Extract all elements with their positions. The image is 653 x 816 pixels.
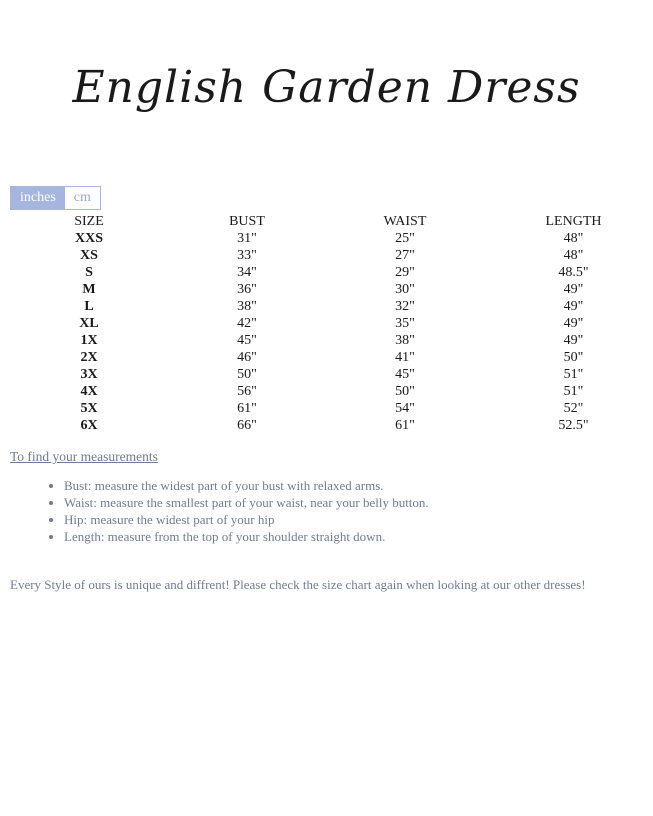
bust-cell: 50" bbox=[237, 367, 257, 382]
bust-cell: 42" bbox=[237, 316, 257, 331]
waist-cell: 35" bbox=[395, 316, 415, 331]
header-waist: WAIST bbox=[383, 213, 427, 229]
bust-cell: 56" bbox=[237, 384, 257, 399]
size-cell: 3X bbox=[80, 367, 98, 382]
size-cell: 2X bbox=[80, 350, 98, 365]
bust-cell: 61" bbox=[237, 401, 257, 416]
length-cell: 48" bbox=[563, 248, 584, 263]
unit-toggle bbox=[10, 186, 101, 210]
table-row bbox=[0, 315, 653, 332]
length-cell: 51" bbox=[563, 384, 584, 399]
page-title: English Garden Dress bbox=[72, 62, 581, 113]
waist-cell: 29" bbox=[395, 265, 415, 280]
length-cell: 48.5" bbox=[558, 265, 589, 280]
size-cell: XL bbox=[79, 316, 99, 331]
bust-cell: 38" bbox=[237, 299, 257, 314]
waist-cell: 27" bbox=[395, 248, 415, 263]
table-header-row bbox=[0, 212, 653, 230]
waist-cell: 61" bbox=[395, 418, 415, 433]
table-row bbox=[0, 349, 653, 366]
size-cell: XXS bbox=[74, 231, 103, 246]
size-cell: M bbox=[82, 282, 96, 297]
bust-cell: 46" bbox=[237, 350, 257, 365]
table-row bbox=[0, 383, 653, 400]
length-cell: 49" bbox=[563, 316, 584, 331]
size-cell: 4X bbox=[80, 384, 98, 399]
bust-cell: 36" bbox=[237, 282, 257, 297]
measurement-tips-list bbox=[40, 477, 429, 545]
length-cell: 49" bbox=[563, 333, 584, 348]
length-cell: 48" bbox=[563, 231, 584, 246]
waist-cell: 41" bbox=[395, 350, 415, 365]
waist-cell: 30" bbox=[395, 282, 415, 297]
waist-cell: 25" bbox=[395, 231, 415, 246]
length-cell: 49" bbox=[563, 299, 584, 314]
size-cell: S bbox=[85, 265, 93, 280]
style-note: Every Style of ours is unique and diffrent! Please check the size chart again when looking at our other dresses! bbox=[10, 577, 586, 592]
size-cell: XS bbox=[80, 248, 98, 263]
waist-cell: 45" bbox=[395, 367, 415, 382]
size-cell: 1X bbox=[80, 333, 98, 348]
header-bust: BUST bbox=[229, 213, 265, 229]
size-cell: 6X bbox=[80, 418, 98, 433]
table-row bbox=[0, 298, 653, 315]
length-cell: 52.5" bbox=[558, 418, 589, 433]
table-row bbox=[0, 400, 653, 417]
table-row bbox=[0, 247, 653, 264]
size-cell: L bbox=[84, 299, 94, 314]
header-length: LENGTH bbox=[545, 213, 602, 229]
waist-cell: 54" bbox=[395, 401, 415, 416]
tip-hip: • Hip: measure the widest part of your hip bbox=[64, 511, 429, 528]
unit-cm-button[interactable]: cm bbox=[65, 187, 100, 209]
table-row bbox=[0, 264, 653, 281]
table-row bbox=[0, 230, 653, 247]
bust-cell: 31" bbox=[237, 231, 257, 246]
bust-cell: 33" bbox=[237, 248, 257, 263]
tip-bust: • Bust: measure the widest part of your bust with relaxed arms. bbox=[64, 477, 429, 494]
tip-waist: • Waist: measure the smallest part of your waist, near your belly button. bbox=[64, 494, 429, 511]
size-cell: 5X bbox=[80, 401, 98, 416]
waist-cell: 38" bbox=[395, 333, 415, 348]
waist-cell: 50" bbox=[395, 384, 415, 399]
length-cell: 52" bbox=[563, 401, 584, 416]
length-cell: 51" bbox=[563, 367, 584, 382]
table-row bbox=[0, 417, 653, 434]
header-size: SIZE bbox=[74, 213, 104, 229]
table-row bbox=[0, 332, 653, 349]
length-cell: 49" bbox=[563, 282, 584, 297]
table-row bbox=[0, 281, 653, 298]
find-measurements-link[interactable]: To find your measurements bbox=[10, 449, 158, 464]
bust-cell: 45" bbox=[237, 333, 257, 348]
bust-cell: 66" bbox=[237, 418, 257, 433]
length-cell: 50" bbox=[563, 350, 584, 365]
waist-cell: 32" bbox=[395, 299, 415, 314]
unit-inches-button[interactable]: inches bbox=[11, 187, 65, 209]
bust-cell: 34" bbox=[237, 265, 257, 280]
size-chart-table bbox=[0, 212, 653, 434]
tip-length: • Length: measure from the top of your shoulder straight down. bbox=[64, 528, 429, 545]
table-row bbox=[0, 366, 653, 383]
